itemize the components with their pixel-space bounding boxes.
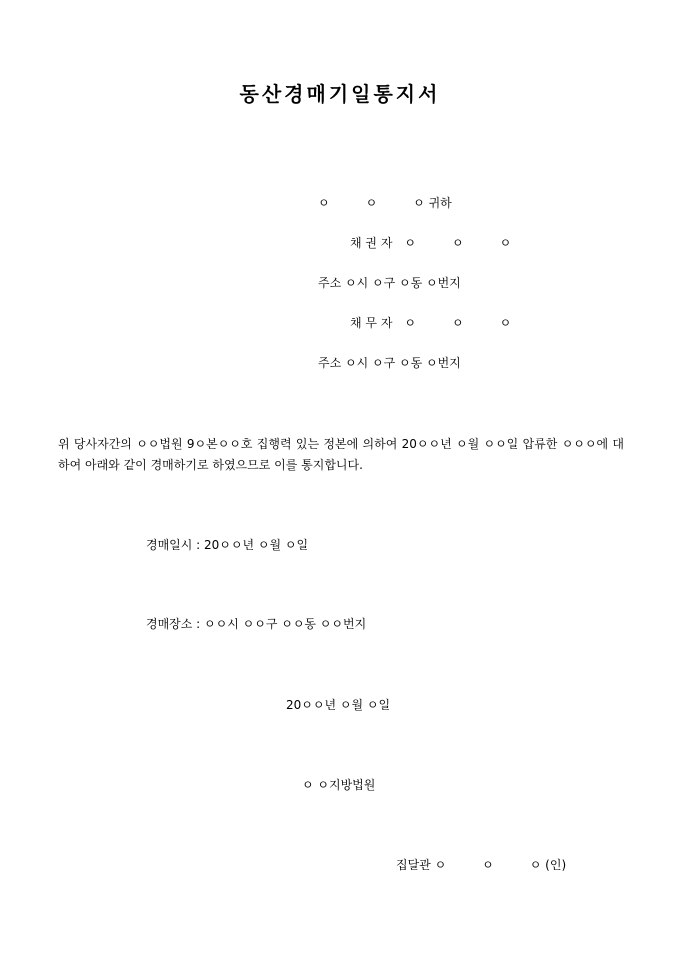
document-date: 20ㅇㅇ년 ㅇ월 ㅇ일	[286, 698, 391, 712]
auction-datetime: 경매일시 : 20ㅇㅇ년 ㅇ월 ㅇ일	[146, 538, 309, 552]
bailiff-signature: 집달관 ㅇ ㅇ ㅇ (인)	[396, 858, 567, 872]
creditor-line: 채 권 자 ㅇ ㅇ ㅇ	[350, 236, 512, 250]
recipient-line: ㅇ ㅇ ㅇ 귀하	[318, 196, 452, 210]
creditor-address: 주소 ㅇ시 ㅇ구 ㅇ동 ㅇ번지	[318, 276, 461, 290]
auction-place: 경매장소 : ㅇㅇ시 ㅇㅇ구 ㅇㅇ동 ㅇㅇ번지	[146, 617, 367, 631]
debtor-line: 채 무 자 ㅇ ㅇ ㅇ	[350, 316, 512, 330]
notice-body: 위 당사자간의 ㅇㅇ법원 9ㅇ본ㅇㅇ호 집행력 있는 정본에 의하여 20ㅇㅇ년 ㅇ월 ㅇㅇ일 압류한 ㅇㅇㅇ에 대하여 아래와 같이 경매하기로 하였으므로 이를 통지합니다.	[58, 437, 624, 472]
debtor-address: 주소 ㅇ시 ㅇ구 ㅇ동 ㅇ번지	[318, 356, 461, 370]
court-name: ㅇ ㅇ지방법원	[302, 778, 376, 792]
document-title: 동산경매기일통지서	[239, 82, 441, 106]
